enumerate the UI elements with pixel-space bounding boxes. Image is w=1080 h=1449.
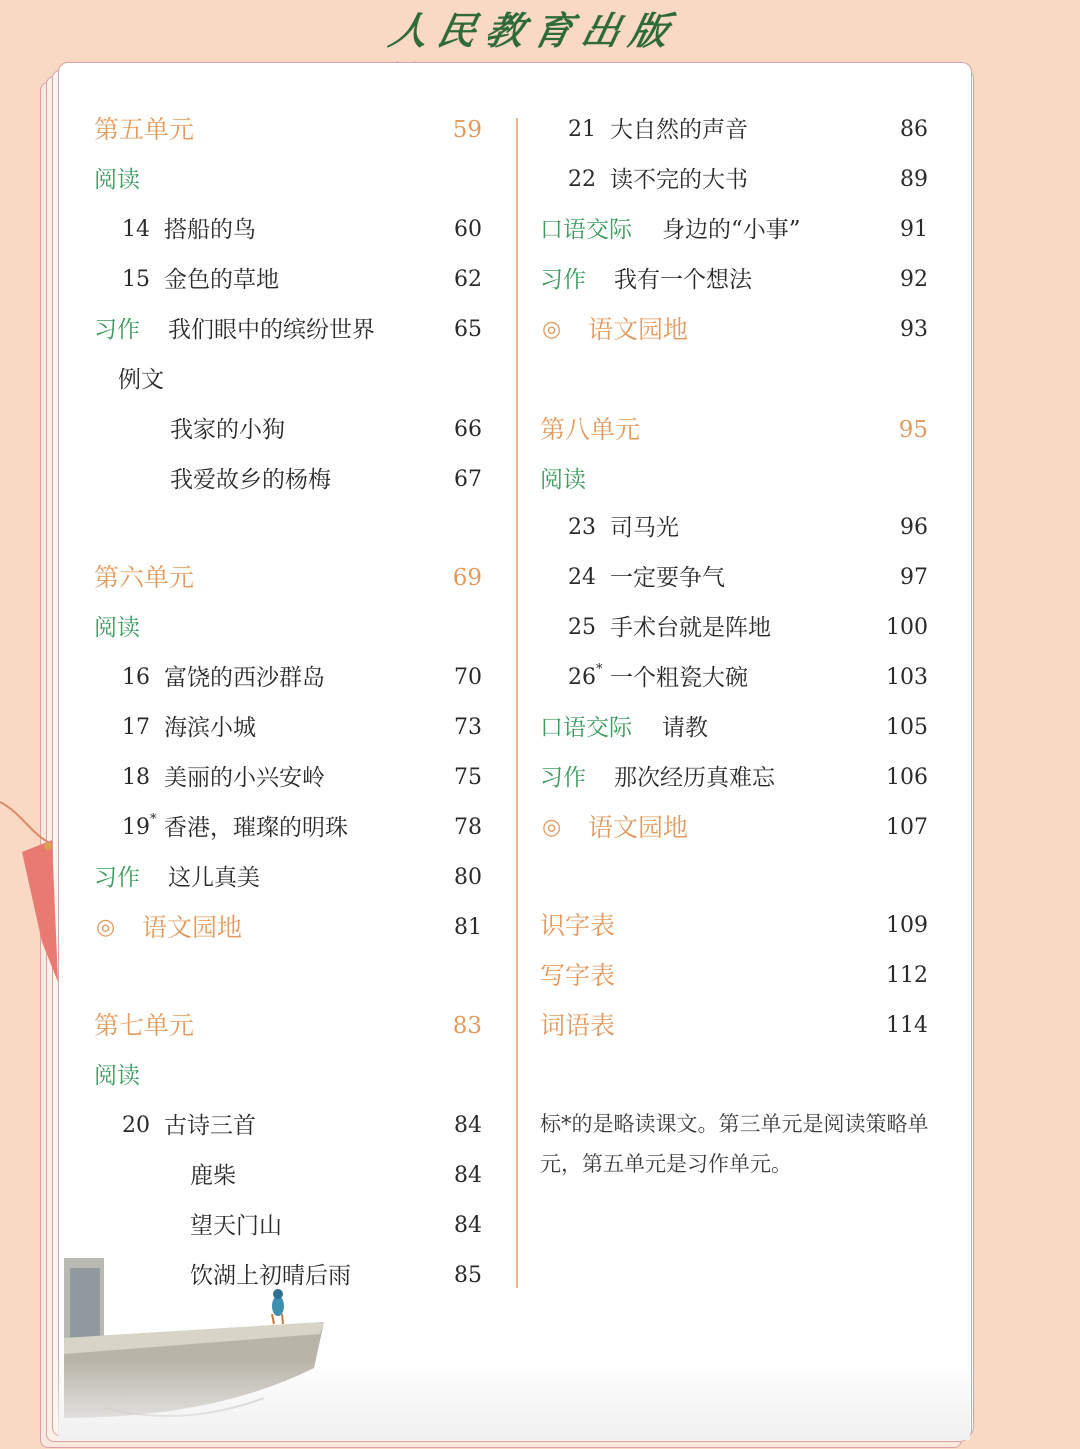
lesson-title: 我家的小狗: [170, 417, 285, 443]
leader-dots: [310, 408, 452, 452]
unit-title: 第六单元: [94, 563, 195, 592]
garden-title: 语文园地: [588, 315, 689, 344]
lesson-title: 古诗三首: [164, 1113, 256, 1139]
page-number: 84: [454, 1213, 482, 1238]
leader-dots: [702, 806, 886, 850]
lesson-title: 我爱故乡的杨梅: [170, 467, 331, 493]
bottom-fade: [58, 1360, 970, 1440]
page-number: 60: [454, 217, 482, 242]
page-number: 81: [454, 915, 482, 940]
page-number: 100: [886, 615, 928, 640]
section-xizuo: 习作: [94, 865, 140, 891]
section-example: 例文: [118, 367, 164, 393]
lesson-title: 美丽的小兴安岭: [164, 765, 325, 791]
bookmark-ribbon-icon: [0, 792, 60, 992]
page-number: 107: [886, 815, 928, 840]
footnote: 标*的是略读课文。第三单元是阅读策略单元，第五单元是习作单元。: [540, 1112, 929, 1176]
page-number: 78: [454, 815, 482, 840]
lesson-title: 这儿真美: [168, 865, 260, 891]
lesson-title: 富饶的西沙群岛: [164, 665, 325, 691]
leader-dots: [276, 208, 452, 252]
page-number: 106: [886, 765, 928, 790]
poem-title: 饮湖上初晴后雨: [190, 1263, 351, 1289]
page-number: 69: [452, 565, 482, 591]
lesson-number: 18: [122, 765, 150, 790]
section-oral: 口语交际: [540, 217, 632, 243]
lesson-number-value: 26: [568, 665, 596, 690]
leader-dots: [256, 906, 452, 950]
garden-title: 语文园地: [142, 913, 243, 942]
section-reading: 阅读: [94, 167, 140, 193]
unit-title: 第八单元: [540, 415, 641, 444]
page-number: 93: [900, 317, 928, 342]
page-number: 114: [886, 1013, 928, 1038]
lesson-title: 大自然的声音: [610, 117, 748, 143]
leader-dots: [626, 904, 886, 948]
page-number: 112: [886, 963, 928, 988]
leader-dots: [626, 954, 886, 998]
skim-reading-star: *: [150, 812, 157, 827]
double-circle-icon: ◎: [542, 317, 562, 342]
section-xizuo: 习作: [540, 765, 586, 791]
lesson-number: 15: [122, 267, 150, 292]
leader-dots: [276, 1104, 452, 1148]
leader-dots: [208, 1004, 452, 1048]
lesson-title: 一个粗瓷大碗: [610, 665, 748, 691]
section-reading: 阅读: [94, 615, 140, 641]
leader-dots: [694, 506, 898, 550]
section-xizuo: 习作: [94, 317, 140, 343]
section-xizuo: 习作: [540, 267, 586, 293]
page-number: 84: [454, 1113, 482, 1138]
lesson-number: 25: [568, 615, 596, 640]
leader-dots: [242, 1154, 452, 1198]
page-number: 85: [454, 1263, 482, 1288]
lesson-number: 24: [568, 565, 596, 590]
section-reading: 阅读: [94, 1063, 140, 1089]
page-number: 75: [454, 765, 482, 790]
page-number: 92: [900, 267, 928, 292]
page-number: 65: [454, 317, 482, 342]
kingfisher-bird-icon: [272, 1289, 284, 1324]
double-circle-icon: ◎: [96, 915, 116, 940]
leader-dots: [750, 556, 898, 600]
leader-dots: [626, 1004, 886, 1048]
unit-title: 第五单元: [94, 115, 195, 144]
garden-title: 语文园地: [588, 813, 689, 842]
page-number: 105: [886, 715, 928, 740]
leader-dots: [654, 408, 898, 452]
lesson-number: 17: [122, 715, 150, 740]
page-number: 86: [900, 117, 928, 142]
leader-dots: [302, 258, 452, 302]
lesson-number: 16: [122, 665, 150, 690]
skim-reading-star: *: [596, 662, 603, 677]
leader-dots: [702, 308, 898, 352]
leader-dots: [284, 856, 452, 900]
page-number: 84: [454, 1163, 482, 1188]
lesson-title: 海滨小城: [164, 715, 256, 741]
unit-title: 第七单元: [94, 1011, 195, 1040]
page-number: 109: [886, 913, 928, 938]
page-number: 96: [900, 515, 928, 540]
lesson-title: 读不完的大书: [610, 167, 748, 193]
double-circle-icon: ◎: [542, 815, 562, 840]
lesson-title: 我有一个想法: [614, 267, 752, 293]
leader-dots: [722, 706, 886, 750]
leader-dots: [806, 606, 886, 650]
leader-dots: [778, 656, 886, 700]
lesson-number: 20: [122, 1113, 150, 1138]
page-number: 103: [886, 665, 928, 690]
lesson-title: 那次经历真难忘: [614, 765, 775, 791]
leader-dots: [806, 756, 886, 800]
appendix-title: 识字表: [540, 911, 616, 940]
appendix-title: 词语表: [540, 1011, 616, 1040]
page-number: 62: [454, 267, 482, 292]
page-number: 80: [454, 865, 482, 890]
lesson-number: 14: [122, 217, 150, 242]
appendix-title: 写字表: [540, 961, 616, 990]
lesson-number-value: 19: [122, 815, 150, 840]
lesson-title: 搭船的鸟: [164, 217, 256, 243]
page-number: 66: [454, 417, 482, 442]
lesson-number: 23: [568, 515, 596, 540]
lesson-title: 手术台就是阵地: [610, 615, 771, 641]
leader-dots: [208, 108, 452, 152]
page-number: 83: [452, 1013, 482, 1039]
page-number: 97: [900, 565, 928, 590]
column-divider: [516, 118, 518, 1288]
publisher-logo: 人民教育出版社: [385, 8, 683, 53]
leader-dots: [276, 706, 452, 750]
page-number: 70: [454, 665, 482, 690]
page-number: 67: [454, 467, 482, 492]
section-reading: 阅读: [540, 467, 586, 493]
lesson-number: [122, 806, 157, 850]
lesson-title: 金色的草地: [164, 267, 279, 293]
lesson-title: 司马光: [610, 515, 679, 541]
lesson-title: 身边的“小事”: [662, 217, 801, 243]
lesson-number: [568, 656, 603, 700]
lesson-title: 香港，璀璨的明珠: [164, 815, 348, 841]
page-number: 59: [452, 117, 482, 143]
page-number: 95: [898, 417, 928, 443]
lesson-title: 我们眼中的缤纷世界: [168, 317, 375, 343]
leader-dots: [292, 1204, 452, 1248]
page-number: 89: [900, 167, 928, 192]
poem-title: 望天门山: [190, 1213, 282, 1239]
page-number: 91: [900, 217, 928, 242]
lesson-title: 请教: [662, 715, 708, 741]
lesson-title: 一定要争气: [610, 565, 725, 591]
leader-dots: [208, 556, 452, 600]
lesson-number: 22: [568, 167, 596, 192]
page-number: 73: [454, 715, 482, 740]
section-oral: 口语交际: [540, 715, 632, 741]
lesson-number: 21: [568, 117, 596, 142]
poem-title: 鹿柴: [190, 1163, 236, 1189]
